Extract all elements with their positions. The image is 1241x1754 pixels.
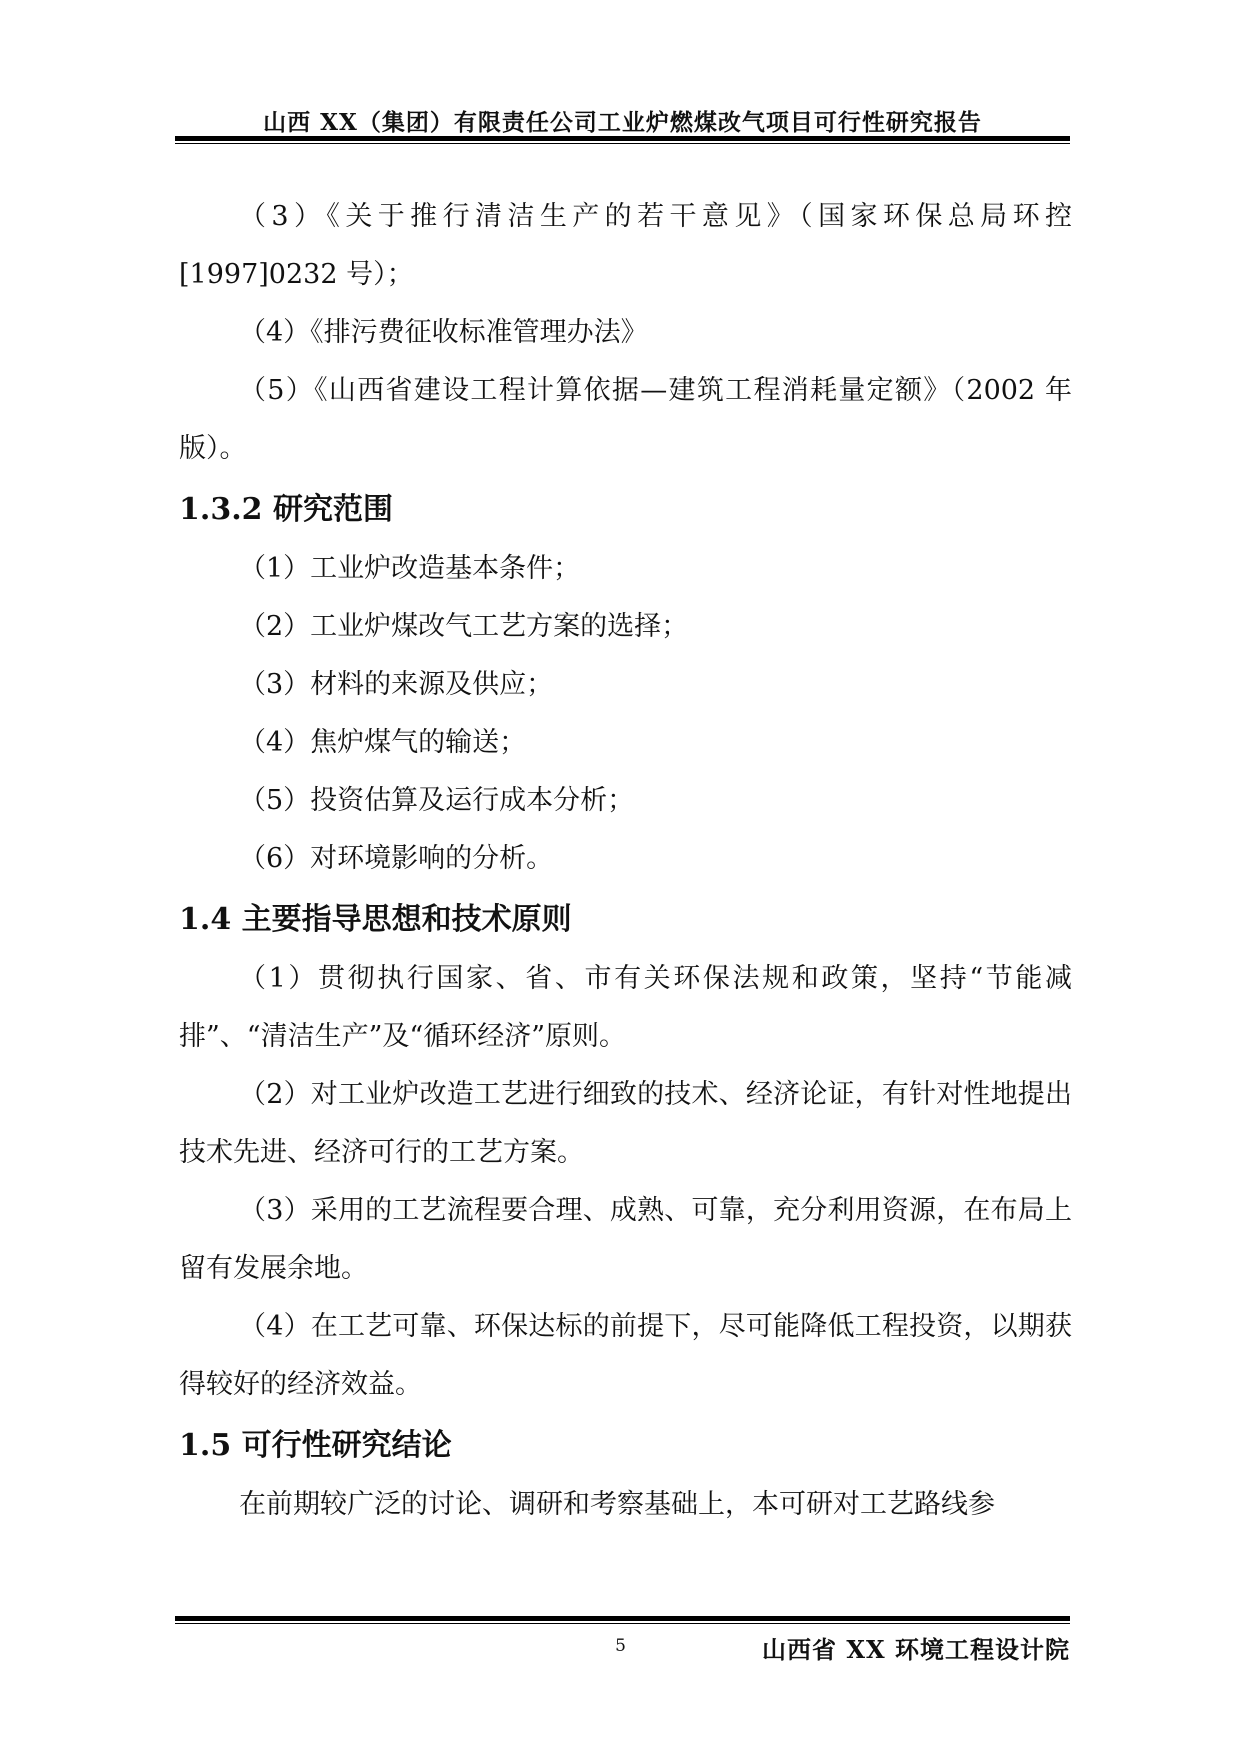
list-item: （5）投资估算及运行成本分析； [239, 785, 635, 816]
paragraph: （3）采用的工艺流程要合理、成熟、可靠，充分利用资源，在布局上留有发展余地。 [179, 1195, 1072, 1284]
paragraph: （4）在工艺可靠、环保达标的前提下，尽可能降低工程投资，以期获得较好的经济效益。 [179, 1311, 1072, 1400]
header-rule-thin [175, 143, 1070, 144]
section-heading: 1.3.2 研究范围 [179, 492, 393, 527]
list-item: （3）材料的来源及供应； [239, 669, 554, 700]
header-rule-thick [175, 136, 1070, 141]
paragraph: （1）贯彻执行国家、省、市有关环保法规和政策，坚持“节能减排”、“清洁生产”及“循环经济”原则。 [179, 963, 1072, 1052]
paragraph: （5）《山西省建设工程计算依据—建筑工程消耗量定额》（2002 年版）。 [179, 375, 1072, 464]
paragraph: （3）《关于推行清洁生产的若干意见》（国家环保总局环控[1997]0232 号）； [179, 201, 1072, 290]
page-number: 5 [615, 1636, 626, 1656]
list-item: （4）焦炉煤气的输送； [239, 727, 527, 758]
footer-rule-thick [175, 1616, 1070, 1621]
paragraph: 在前期较广泛的讨论、调研和考察基础上，本可研对工艺路线参 [239, 1489, 995, 1520]
section-heading: 1.5 可行性研究结论 [179, 1428, 452, 1463]
list-item: （6）对环境影响的分析。 [239, 843, 554, 874]
running-header: 山西 XX（集团）有限责任公司工业炉燃煤改气项目可行性研究报告 [263, 109, 982, 136]
document-body [179, 188, 1072, 1534]
paragraph: （2）对工业炉改造工艺进行细致的技术、经济论证，有针对性地提出技术先进、经济可行的工艺方案。 [179, 1079, 1072, 1168]
footer-organization: 山西省 XX 环境工程设计院 [762, 1635, 1070, 1664]
section-heading: 1.4 主要指导思想和技术原则 [179, 902, 572, 937]
footer-rule-thin [175, 1623, 1070, 1624]
list-item: （2）工业炉煤改气工艺方案的选择； [239, 611, 689, 642]
paragraph: （4）《排污费征收标准管理办法》 [239, 317, 648, 348]
list-item: （1）工业炉改造基本条件； [239, 553, 581, 584]
